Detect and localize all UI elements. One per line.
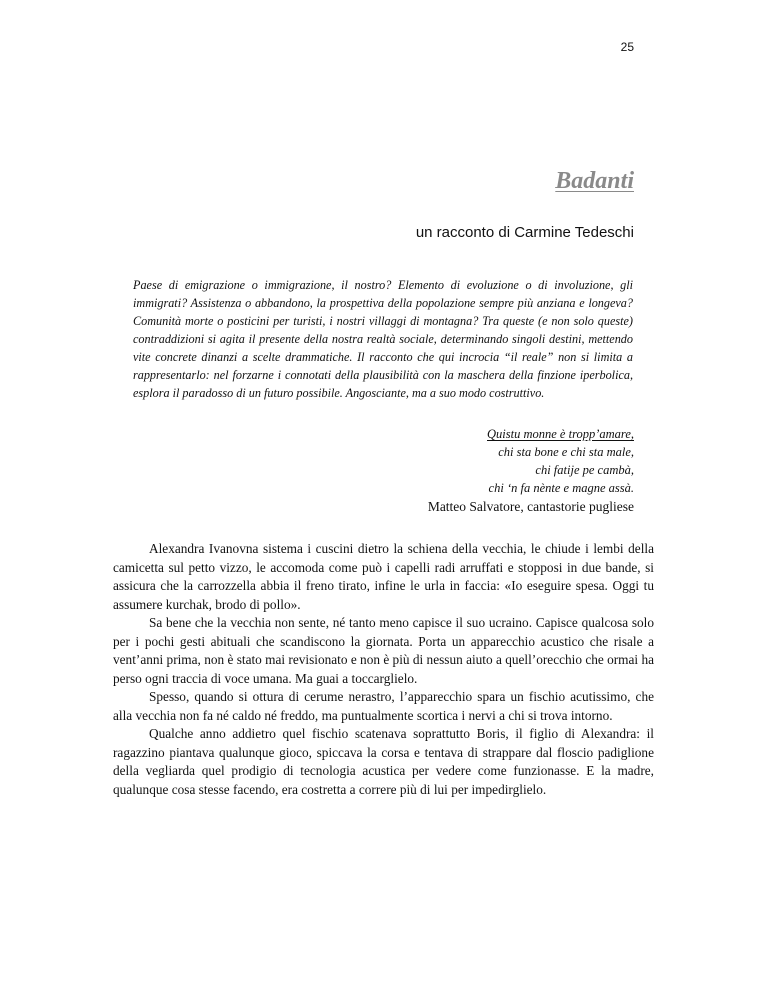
story-paragraph: Sa bene che la vecchia non sente, né tanto meno capisce il suo ucraino. Capisce qualcosa solo per i pochi gesti abituali che scandiscono la giornata. Porta un apparecchio acustico che risale a vent’anni prima, non è stato mai revisionato e non è più di nessun aiuto a quell’orecchio che ormai ha perso ogni traccia di voce umana. Ma guai a toccarglielo. xyxy=(113,615,654,686)
story-subtitle: un racconto di Carmine Tedeschi xyxy=(415,224,634,241)
story-paragraph: Spesso, quando si ottura di cerume nerastro, l’apparecchio spara un fischio acutissimo, che alla vecchia non fa né caldo né freddo, ma puntualmente scortica i nervi a chi si trova intorno. xyxy=(113,689,654,723)
abstract-paragraph: Paese di emigrazione o immigrazione, il nostro? Elemento di evoluzione o di involuzione, gli immigrati? Assistenza o abbandono, la prospettiva della popolazione sempre più anziana e longeva? Comunità morte o posticini per turisti, i nostri villaggi di montagna? Tra queste (e non solo queste) contraddizioni si agita il presente della nostra realtà sociale, determinando singoli destini, mettendo vite concrete dinanzi a scelte drammatiche. Il racconto che qui incrocia “il reale” non si limita a rappresentarlo: nel forzarne i connotati della plausibilità con la maschera della finzione iperbolica, esplora il paradosso di un futuro possibile. Angosciante, ma a suo modo costruttivo. xyxy=(133,278,633,400)
story-body xyxy=(113,540,654,799)
story-title: Badanti xyxy=(555,168,634,194)
epigraph-line: chi ‘n fa nènte e magne assà. xyxy=(488,481,634,495)
story-paragraph: Alexandra Ivanovna sistema i cuscini dietro la schiena della vecchia, le chiude i lembi della camicetta sul petto vizzo, le accomoda come può i capelli radi arruffati e stopposi in due bande, si assicura che la carrozzella abbia il freno tirato, infine le urla in faccia: «Io eseguire spesa. Oggi tu assumere kurchak, brodo di pollo». xyxy=(113,541,654,612)
epigraph-line: chi sta bone e chi sta male, xyxy=(498,445,634,459)
epigraph xyxy=(428,425,634,516)
epigraph-line: chi fatije pe cambà, xyxy=(535,463,634,477)
epigraph-line: Quistu monne è tropp’amare, xyxy=(487,427,634,441)
epigraph-author: Matteo Salvatore, cantastorie pugliese xyxy=(427,499,634,514)
page-number: 25 xyxy=(620,40,634,54)
story-paragraph: Qualche anno addietro quel fischio scatenava soprattutto Boris, il figlio di Alexandra: il ragazzino piantava qualunque gioco, spiccava la corsa e tentava di strappare dal floscio padiglione della vegliarda quel prodigio di tecnologia acustica per vedere come funzionasse. E la madre, qualunque cosa stesse facendo, era costretta a correre più di lui per impedirglielo. xyxy=(113,726,654,797)
